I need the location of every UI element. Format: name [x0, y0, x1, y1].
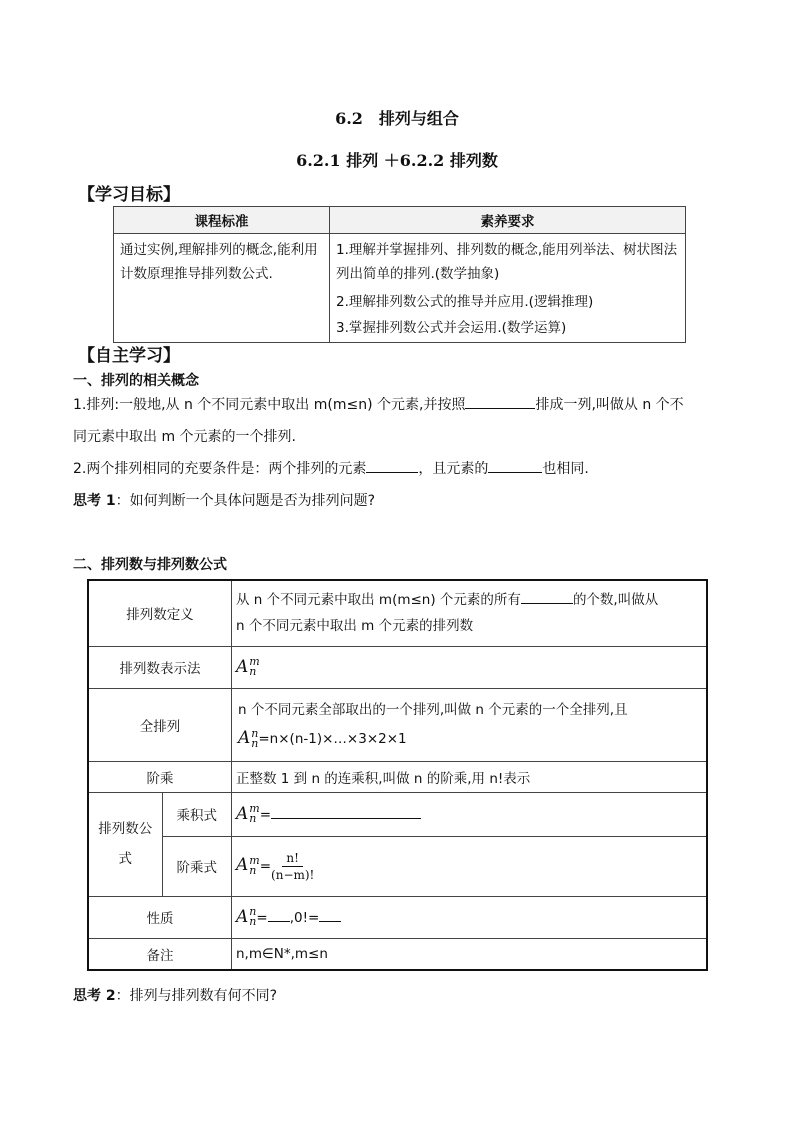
goals-heading: 【学习目标】 — [78, 185, 180, 205]
permutation-symbol: A n n — [238, 726, 259, 750]
part2-title: 二、排列数与排列数公式 — [73, 557, 227, 573]
p1-text-a: 1.排列:一般地,从 n 个不同元素中取出 m(m≤n) 个元素,并按照 — [73, 397, 466, 413]
part1-paragraph-2 — [73, 453, 733, 485]
row-full-label: 全排列 — [88, 688, 232, 761]
permutation-symbol: A m n — [236, 853, 260, 877]
product-form-label: 乘积式 — [162, 792, 231, 836]
goals-col2-header: 素养要求 — [330, 207, 686, 234]
row-def-content — [232, 580, 708, 646]
factorial-form-label: 阶乘式 — [162, 836, 231, 896]
p2-text-a: 2.两个排列相同的充要条件是：两个排列的元素 — [73, 461, 367, 477]
p2-text-b: ，且元素的 — [418, 461, 489, 477]
think-2 — [73, 980, 277, 1012]
factorial-fraction — [271, 851, 314, 882]
full-text: n 个不同元素全部取出的一个排列,叫做 n 个元素的一个全排列,且 — [238, 702, 628, 718]
p1-text-b: 排成一列,叫做从 n 个不 — [535, 397, 684, 413]
factorial-form-content — [232, 836, 708, 896]
permutation-symbol: A m n — [236, 655, 260, 679]
row-notation-label: 排列数表示法 — [88, 646, 232, 688]
fraction-numerator: n! — [282, 851, 303, 867]
row-factorial-content: 正整数 1 到 n 的连乘积,叫做 n 的阶乘,用 n!表示 — [232, 761, 708, 792]
row-full-content — [232, 688, 708, 761]
part1-paragraph-1 — [73, 389, 733, 453]
page-subtitle: 6.2.1 排列 ＋6.2.2 排列数 — [296, 151, 498, 170]
fill-blank[interactable] — [521, 589, 573, 604]
row-note-label: 备注 — [88, 938, 232, 970]
equals-sign: = — [256, 909, 268, 926]
permutation-symbol: A m n — [236, 802, 260, 826]
think1-text: ：如何判断一个具体问题是否为排列问题? — [115, 493, 376, 509]
think2-text: ：排列与排列数有何不同? — [115, 988, 278, 1004]
goals-item: 1.理解并掌握排列、排列数的概念,能用列举法、树状图法列出简单的排列.(数学抽象) — [336, 242, 678, 282]
fill-blank[interactable] — [465, 394, 535, 409]
goals-item: 3.掌握排列数公式并会运用.(数学运算) — [336, 320, 567, 336]
property-sep: ,0!= — [289, 909, 320, 926]
def-text-b: 的个数,叫做从 — [572, 592, 659, 609]
product-form-content — [232, 792, 708, 836]
fill-blank[interactable] — [268, 907, 290, 922]
goals-table — [113, 206, 686, 343]
fraction-denominator: (n−m)! — [271, 867, 315, 882]
equals-sign: = — [259, 806, 272, 823]
row-formula-label: 排列数公式 — [88, 792, 162, 896]
goals-col1-text: 通过实例,理解排列的概念,能利用计数原理推导排列数公式. — [114, 234, 330, 343]
row-property-content — [232, 896, 708, 938]
p1-text-c: 同元素中取出 m 个元素的一个排列. — [73, 429, 296, 445]
def-text-a: 从 n 个不同元素中取出 m(m≤n) 个元素的所有 — [236, 592, 521, 609]
think-1 — [73, 485, 375, 517]
permutation-table — [87, 579, 708, 971]
think1-label: 思考 1 — [73, 493, 116, 509]
fill-blank[interactable] — [271, 804, 421, 819]
p2-text-c: 也相同. — [542, 461, 589, 477]
row-note-content: n,m∈N*,m≤n — [232, 938, 708, 970]
row-property-label: 性质 — [88, 896, 232, 938]
equals-sign: = — [259, 858, 272, 874]
goals-col1-header: 课程标准 — [114, 207, 330, 234]
part1-title: 一、排列的相关概念 — [73, 373, 199, 389]
row-notation-content — [232, 646, 708, 688]
full-formula: =n×(n-1)×…×3×2×1 — [258, 731, 407, 747]
fill-blank[interactable] — [366, 458, 418, 473]
think2-label: 思考 2 — [73, 988, 116, 1004]
page-title: 6.2 排列与组合 — [335, 109, 459, 128]
fill-blank[interactable] — [488, 458, 542, 473]
goals-col2-cell — [330, 234, 686, 343]
permutation-symbol: A n n — [236, 905, 257, 929]
fill-blank[interactable] — [319, 907, 341, 922]
row-factorial-label: 阶乘 — [88, 761, 232, 792]
self-study-heading: 【自主学习】 — [78, 346, 180, 366]
goals-item: 2.理解排列数公式的推导并应用.(逻辑推理) — [336, 294, 594, 310]
def-text-c: n 个不同元素中取出 m 个元素的排列数 — [236, 618, 474, 635]
row-def-label: 排列数定义 — [88, 580, 232, 646]
